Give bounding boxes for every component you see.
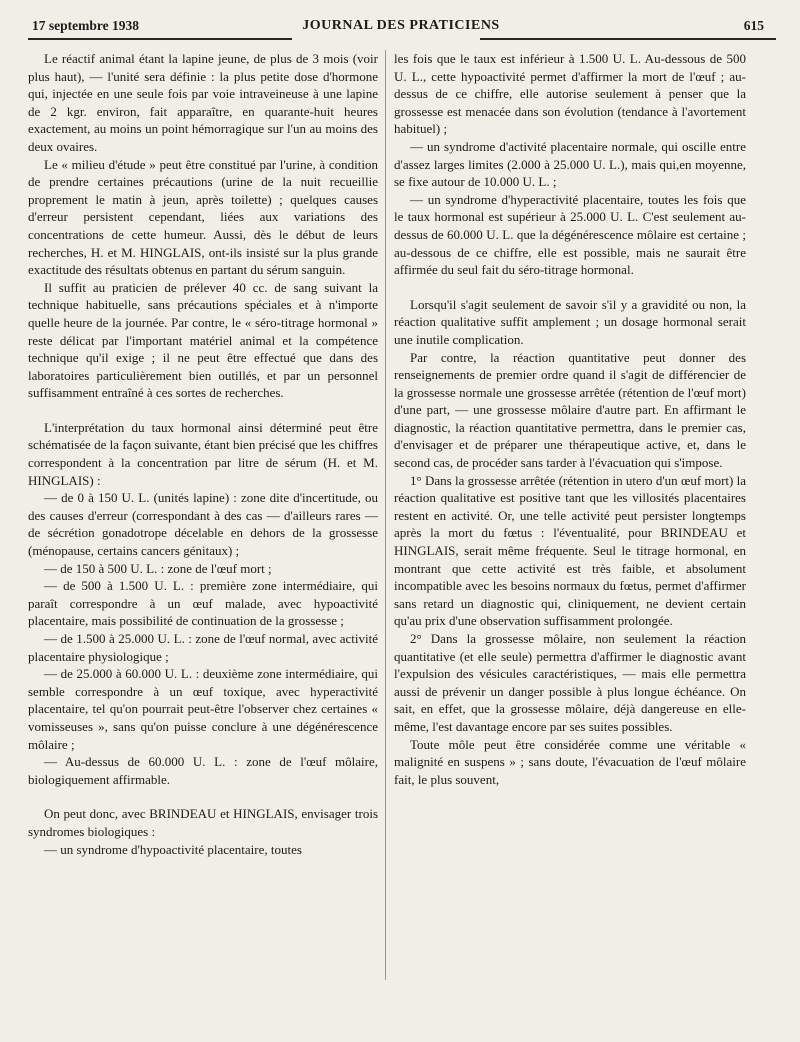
paragraph: On peut donc, avec BRINDEAU et HINGLAIS, envisager trois syndromes biologiques : — [28, 806, 378, 839]
header-rule-left — [28, 38, 292, 40]
paragraph: Toute môle peut être considérée comme une véritable « malignité en suspens » ; sans doute, l'évacuation de l'œuf môlaire fait, le plus souvent, — [394, 736, 746, 787]
list-item: — un syndrome d'hyperactivité placentaire, toutes les fois que le taux hormonal est supérieur à 25.000 U. L. C'est seulement au-dessus de 60.000 U. L. que la dégénérescence môlaire est certaine ; au-dessous de ce chiffre, elle est possible, mais ne saurait être affirmée du seul fait du séro-titrage hormonal. — [394, 191, 746, 278]
paragraph: Le réactif animal étant la lapine jeune, de plus de 3 mois (voir plus haut), — l'unité sera définie : la plus petite dose d'hormone qui, injectée en une seule fois par voie intraveineuse à une lapine de 2 kgr. environ, fait apparaître, en quarante-huit heures exactement, au moins un point hémorragique sur l'un au moins des deux ovaires. — [28, 51, 378, 154]
list-item: — un syndrome d'activité placentaire normale, qui oscille entre d'assez larges limites (2.000 à 25.000 U. L.), mais qui,en moyenne, se fixe autour de 10.000 U. L. ; — [394, 138, 746, 190]
page-header — [26, 16, 776, 38]
header-date: 17 septembre 1938 — [32, 18, 139, 33]
list-item: — de 0 à 150 U. L. (unités lapine) : zone dite d'incertitude, ou des causes d'erreur (correspondant à des cas — d'ailleurs rares — de sécrétion gonadotrope décelable en dehors de la grossesse (ménopause, certains cancers génitaux) ; — [28, 490, 378, 559]
header-rule-right — [480, 38, 776, 40]
paragraph: L'interprétation du taux hormonal ainsi déterminé peut être schématisée de la façon suivante, étant bien précisé que les chiffres correspondent à la concentration par litre de sérum (H. et M. HINGLAIS) : — [28, 419, 378, 488]
left-column — [28, 50, 378, 1030]
journal-title: JOURNAL DES PRATICIENS — [302, 18, 500, 33]
list-item: — de 1.500 à 25.000 U. L. : zone de l'œuf normal, avec activité placentaire physiologique ; — [28, 631, 378, 664]
paragraph: 1° Dans la grossesse arrêtée (rétention in utero d'un œuf mort) la réaction qualitative est positive tant que les villosités placentaires restent en activité. Or, une telle activité peut persister longtemps après la mort du fœtus : l'éventualité, pour BRINDEAU et HINGLAIS, serait même fréquente. Seul le titrage hormonal, en montrant que cette activité est très faible, et absolument incompatible avec les besoins normaux du fœtus, permet d'affirmer sans retard un diagnostic qui, cliniquement, ne devient certain qu'au prix d'une observation suffisamment prolongée. — [394, 472, 746, 629]
page-number: 615 — [743, 18, 764, 33]
column-divider — [385, 50, 386, 980]
paragraph: Lorsqu'il s'agit seulement de savoir s'il y a gravidité ou non, la réaction qualitative suffit amplement ; un dosage hormonal serait une inutile complication. — [394, 296, 746, 347]
paragraph: Il suffit au praticien de prélever 40 cc. de sang suivant la technique habituelle, sans précautions spéciales et à n'importe quelle heure de la journée. Par contre, le « séro-titrage hormonal » reste délicat par l'important matériel animal et la compétence technique qu'il exige ; il ne peut être effectué que dans des laboratoires particulièrement bien outillés, et par un personnel suffisamment entraîné à ces sortes de recherches. — [28, 279, 378, 401]
list-item: — de 150 à 500 U. L. : zone de l'œuf mort ; — [44, 560, 272, 576]
list-item: — de 500 à 1.500 U. L. : première zone intermédiaire, qui paraît correspondre à un œuf malade, avec hypoactivité placentaire, mais possibilité de continuation de la grossesse ; — [28, 578, 378, 629]
list-item: — de 25.000 à 60.000 U. L. : deuxième zone intermédiaire, qui semble correspondre à un œuf toxique, avec hyperactivité placentaire, tel qu'on pourrait peut-être l'observer chez certaines « vomisseuses », sans qu'on puisse conclure à une dégénérescence môlaire ; — [28, 666, 378, 752]
right-column — [394, 50, 746, 1030]
list-item: — un syndrome d'hypoactivité placentaire, toutes — [44, 841, 302, 857]
paragraph: les fois que le taux est inférieur à 1.500 U. L. Au-dessous de 500 U. L., cette hypoactivité permet d'affirmer la mort de l'œuf ; au-dessus de ce chiffre, elle autorise seulement à penser que la grossesse est menacée dans son évolution (tendance à l'avortement habituel) ; — [394, 51, 746, 137]
paragraph: Par contre, la réaction quantitative peut donner des renseignements de premier ordre quand il s'agit de différencier de la grossesse normale une grossesse arrêtée (rétention de l'œuf mort) d'une part, — une grossesse môlaire d'autre part. En affirmant le diagnostic, la réaction quantitative permettra, dans le premier cas, d'envisager et de préparer une thérapeutique active, et, dans le second cas, de procéder sans tarder à l'évacuation qui s'impose. — [394, 349, 746, 471]
paragraph: 2° Dans la grossesse môlaire, non seulement la réaction quantitative (et elle seule) permettra d'affirmer le diagnostic avant l'expulsion des vésicules caractéristiques, — mais elle permettra aussi de prévenir un danger possible à plus longue échéance. On sait, en effet, que la grossesse môlaire, déjà dangereuse en elle-même, l'est davantage encore par ses suites possibles. — [394, 631, 746, 734]
paragraph: Le « milieu d'étude » peut être constitué par l'urine, à condition de prendre certaines précautions (urine de la nuit recueillie proprement le matin à jeun, après toilette) ; quelques causes d'erreur persistent cependant, liées aux variations des concentrations de cette humeur. Aussi, dès le début de leurs recherches, H. et M. HINGLAIS, ont-ils insisté sur la plus grande exactitude des résultats obtenus en partant du sérum sanguin. — [28, 156, 378, 278]
list-item: — Au-dessus de 60.000 U. L. : zone de l'œuf môlaire, biologiquement affirmable. — [28, 754, 378, 787]
